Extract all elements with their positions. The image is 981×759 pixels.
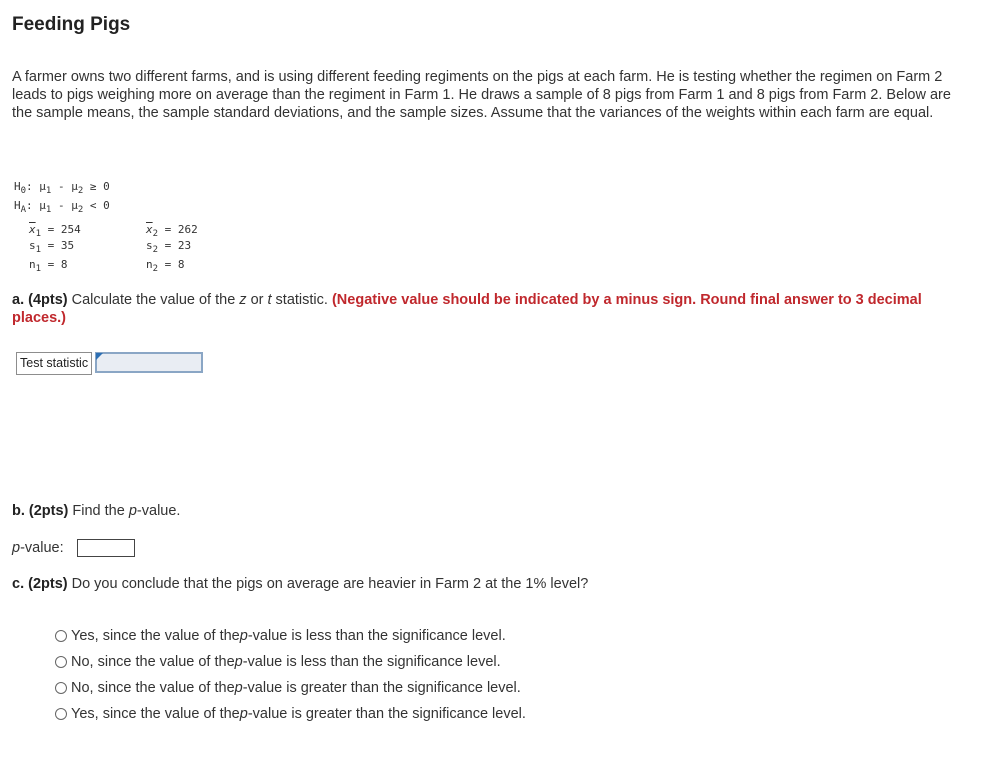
part-b-text: Find the <box>68 503 129 519</box>
option-3[interactable] <box>55 680 521 696</box>
t-symbol: t <box>267 292 272 308</box>
option-4-pre: Yes, since the value of the <box>71 706 240 722</box>
radio-button[interactable] <box>55 682 67 694</box>
radio-button[interactable] <box>55 630 67 642</box>
n2-value: = 8 <box>164 258 185 271</box>
option-2-p: p <box>234 654 243 670</box>
ha-mu: : μ <box>26 199 46 212</box>
z-symbol: z <box>239 292 247 308</box>
part-a-text: Calculate the value of the <box>67 292 240 308</box>
ha-relation: < 0 <box>89 199 110 212</box>
p-value-label-text: -value: <box>20 540 64 556</box>
h0-relation: ≥ 0 <box>89 180 110 193</box>
null-hypothesis: $H_0$: $\mu_1 - \mu_2 \ge 0$ <box>14 180 110 196</box>
option-2-pre: No, since the value of the <box>71 654 235 670</box>
ha-symbol: H <box>14 199 21 212</box>
ha-subscript: A <box>20 205 27 215</box>
test-statistic-row <box>16 352 203 375</box>
s1-value: = 35 <box>47 239 75 252</box>
part-a-text-end: statistic. <box>271 292 332 308</box>
page-title: Feeding Pigs <box>12 14 131 35</box>
option-2-post: -value is less than the significance level. <box>242 654 501 670</box>
problem-intro: A farmer owns two different farms, and is using different feeding regiments on the pigs at each farm. He is testing whether the regimen on Farm 2 leads to pigs weighing more on average than the regiment in Farm 1. He draws a sample of 8 pigs from Farm 1 and 8 pigs from Farm 2. Below are the sample means, the sample standard deviations, and the sample sizes. Assume that the variances of the weights within each farm are equal. <box>12 69 951 121</box>
test-statistic-label: Test statistic <box>16 352 92 375</box>
option-4[interactable] <box>55 706 526 722</box>
option-1[interactable] <box>55 628 506 644</box>
part-b-question <box>12 503 180 519</box>
p-value-label <box>12 540 64 556</box>
p-symbol: p <box>128 503 137 519</box>
option-3-pre: No, since the value of the <box>71 680 235 696</box>
option-1-post: -value is less than the significance level. <box>247 628 506 644</box>
h0-mu: : μ <box>26 180 46 193</box>
option-4-post: -value is greater than the significance level. <box>247 706 526 722</box>
part-a-question <box>12 291 967 327</box>
stat-n2: $n_2 = 8$ <box>146 258 185 274</box>
alt-hypothesis: $H_A$: $\mu_1 - \mu_2 < 0$ <box>14 199 110 215</box>
stat-x2: $\overline{x}_2 = 262$ <box>146 223 198 239</box>
option-4-p: p <box>239 706 248 722</box>
option-1-pre: Yes, since the value of the <box>71 628 240 644</box>
stat-x1: $\overline{x}_1 = 254$ <box>29 223 81 239</box>
stat-n1: $n_1 = 8$ <box>29 258 68 274</box>
stat-s2: $s_2 = 23$ <box>146 239 192 255</box>
n1-value: = 8 <box>47 258 68 271</box>
radio-button[interactable] <box>55 656 67 668</box>
option-1-p: p <box>239 628 248 644</box>
test-statistic-input[interactable] <box>95 352 203 373</box>
option-2[interactable] <box>55 654 501 670</box>
p-value-input[interactable] <box>77 539 135 557</box>
h0-symbol: H <box>14 180 21 193</box>
radio-button[interactable] <box>55 708 67 720</box>
or-text: or <box>246 292 268 308</box>
x1-value: = 254 <box>47 223 81 236</box>
h0-subscript: 0 <box>20 186 27 196</box>
part-c-label: c. (2pts) <box>12 576 68 592</box>
part-a-note: (Negative value should be indicated by a minus sign. Round final answer to 3 decimal places.) <box>12 292 922 326</box>
part-b-label: b. (2pts) <box>12 503 69 519</box>
part-c-question <box>12 576 588 592</box>
part-b-text-end: -value. <box>136 503 181 519</box>
option-3-post: -value is greater than the significance level. <box>242 680 521 696</box>
x2-value: = 262 <box>164 223 198 236</box>
flag-icon <box>96 353 103 360</box>
stat-s1: $s_1 = 35$ <box>29 239 75 255</box>
p-value-p: p <box>12 540 21 556</box>
option-3-p: p <box>234 680 243 696</box>
part-c-text: Do you conclude that the pigs on average are heavier in Farm 2 at the 1% level? <box>67 576 589 592</box>
part-a-label: a. (4pts) <box>12 292 68 308</box>
s2-value: = 23 <box>164 239 192 252</box>
